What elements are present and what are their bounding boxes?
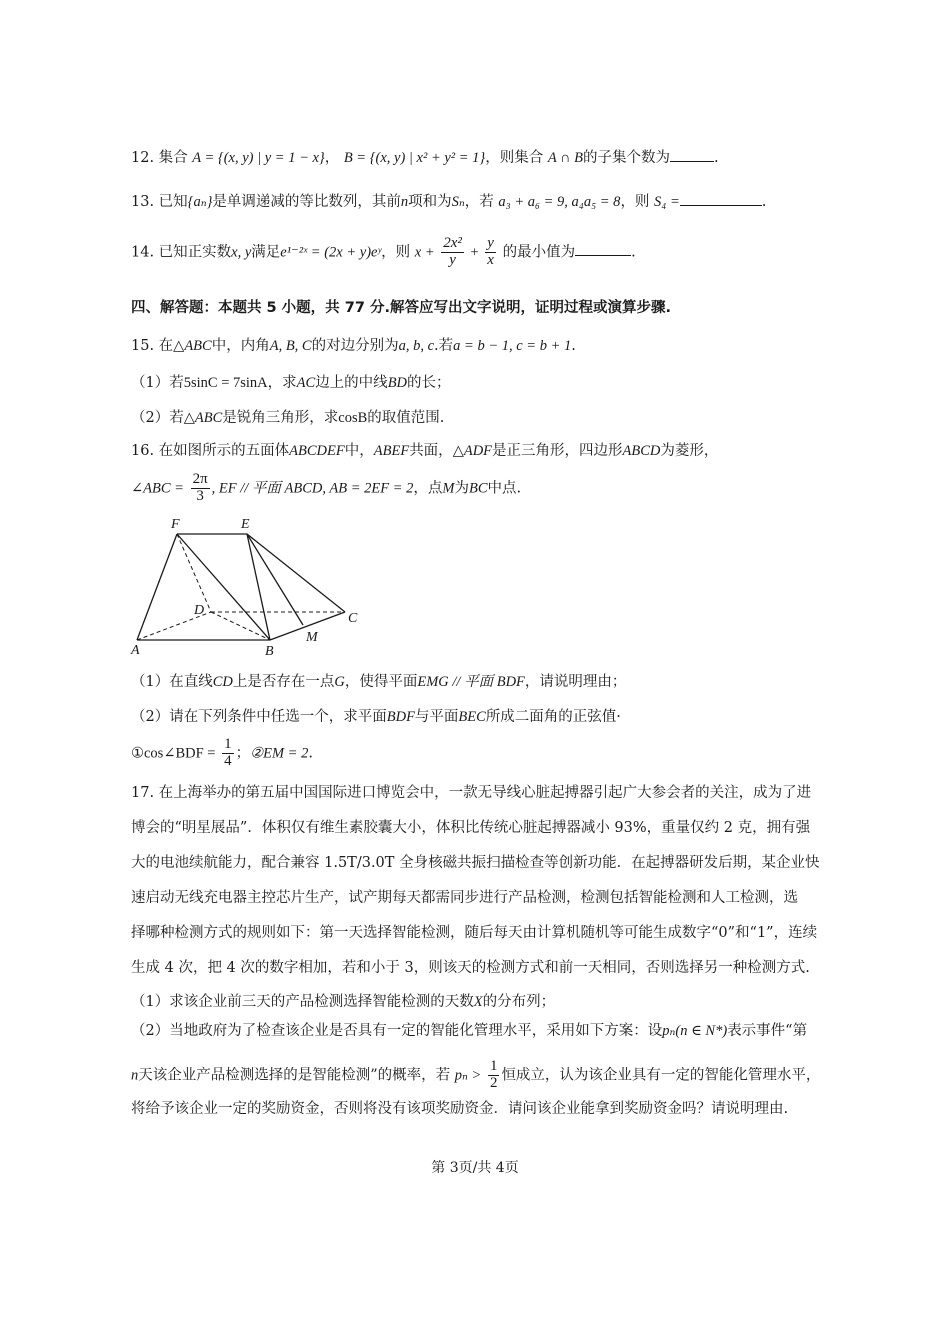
q16: 16. 在如图所示的五面体ABCDEF中，ABEF共面，△ADF是正三角形，四边形ABCD为菱形， bbox=[131, 443, 719, 459]
q12: 12. 集合 A = {(x, y) | y = 1 − x}， B = {(x, y) | x² + y² = 1}，则集合 A ∩ B的子集个数为 . bbox=[131, 150, 719, 166]
label-d: D bbox=[194, 603, 205, 618]
label-f: F bbox=[171, 517, 180, 532]
q12-number: 12. bbox=[131, 150, 155, 166]
label-c: C bbox=[348, 611, 358, 626]
fraction: $\frac{1}{2}$ bbox=[489, 1058, 498, 1091]
q15-part1: （1）若5sinC = 7sinA，求AC边上的中线BD的长； bbox=[131, 375, 451, 391]
q15-part2: （2）若△ABC是锐角三角形，求cosB的取值范围. bbox=[131, 410, 445, 426]
edge-em bbox=[247, 534, 303, 625]
q17-part2-line3: 将给予该企业一定的奖励资金，否则将没有该项奖励资金．请问该企业能拿到奖励资金吗？请说明理由. bbox=[131, 1101, 789, 1117]
q17-part1: （1）求该企业前三天的产品检测选择智能检测的天数X的分布列； bbox=[131, 994, 556, 1010]
q16-line2: ∠ABC = $\frac{2\pi}{3}$ , EF // 平面 ABCD, AB = 2EF = 2，点M为BC中点. bbox=[131, 471, 522, 504]
q14-number: 14. bbox=[131, 244, 155, 261]
q15: 15. 在△ABC中，内角A, B, C的对边分别为a, b, c.若a = b − 1, c = b + 1. bbox=[131, 338, 576, 354]
q17-line: 17. 在上海举办的第五届中国国际进口博览会中，一款无导线心脏起搏器引起广大参会者的关注，成为了进 bbox=[131, 785, 812, 801]
fraction: $\frac{2\pi}{3}$ bbox=[192, 471, 208, 504]
answer-blank bbox=[670, 149, 714, 162]
answer-blank bbox=[680, 193, 762, 206]
fraction: $\frac{\text{2x²}}{y}$ bbox=[443, 235, 462, 268]
fraction: $\frac{1}{4}$ bbox=[224, 736, 232, 769]
q13-number: 13. bbox=[131, 194, 155, 210]
label-b: B bbox=[265, 644, 274, 659]
q17-part2-line2: n天该企业产品检测选择的是智能检测”的概率，若 pₙ > $\frac{1}{2}$ 恒成立，认为该企业具有一定的智能化管理水平， bbox=[131, 1058, 821, 1091]
q17-line: 生成 4 次，把 4 次的数字相加，若和小于 3，则该天的检测方式和前一天相同，否则选择另一种检测方式. bbox=[131, 960, 810, 976]
section-heading: 四、解答题：本题共 5 小题，共 77 分.解答应写出文字说明，证明过程或演算步骤. bbox=[131, 300, 671, 316]
edge-fa bbox=[137, 534, 177, 640]
set-b: B = {(x, y) | x² + y² = 1} bbox=[343, 150, 486, 166]
q14: 14. 已知正实数x, y满足e¹⁻²ˣ = (2x + y)eʸ，则 x + $\frac{\text{2x²}}{y}$ + $\frac{y}{x}$ 的最小值为 . bbox=[131, 235, 636, 268]
q15-number: 15. bbox=[131, 338, 155, 354]
answer-blank bbox=[575, 243, 631, 256]
page-footer: 第 3页/共 4页 bbox=[431, 1160, 519, 1176]
label-a: A bbox=[131, 643, 140, 658]
label-m: M bbox=[306, 630, 318, 645]
q17-line: 博会的“明星展品”．体积仅有维生素胶囊大小，体积比传统心脏起搏器减小 93%，重量仅约 2 克，拥有强 bbox=[131, 820, 811, 836]
set-a: A = {(x, y) | y = 1 − x} bbox=[192, 150, 325, 166]
q17-part2-line1: （2）当地政府为了检查该企业是否具有一定的智能化管理水平，采用如下方案：设pₙ(n ∈ N*)表示事件“第 bbox=[131, 1023, 808, 1039]
q16-conditions: ①cos∠BDF = $\frac{1}{4}$ ；②EM = 2. bbox=[131, 736, 313, 769]
pentahedron-figure bbox=[125, 512, 365, 660]
q16-part2: （2）请在下列条件中任选一个，求平面BDF与平面BEC所成二面角的正弦值· bbox=[131, 709, 621, 725]
q16-number: 16. bbox=[131, 443, 155, 459]
label-e: E bbox=[241, 517, 250, 532]
edge-fd bbox=[177, 534, 211, 612]
q17-line: 大的电池续航能力，配合兼容 1.5T/3.0T 全身核磁共振扫描检查等创新功能．在起搏器研发后期，某企业快 bbox=[131, 855, 820, 871]
q13: 13. 已知{aₙ}是单调递减的等比数列，其前n项和为Sₙ，若 a₃ + a₆ = 9, a₄a₅ = 8，则 S₄ = . bbox=[131, 194, 767, 210]
edge-db bbox=[211, 612, 270, 640]
q17-line: 择哪种检测方式的规则如下：第一天选择智能检测，随后每天由计算机随机等可能生成数字“0”和“1”，连续 bbox=[131, 925, 818, 941]
q17-line: 速启动无线充电器主控芯片生产，试产期每天都需同步进行产品检测，检测包括智能检测和人工检测，选 bbox=[131, 890, 798, 906]
q16-part1: （1）在直线CD上是否存在一点G，使得平面EMG // 平面 BDF，请说明理由； bbox=[131, 674, 627, 690]
fraction: $\frac{y}{x}$ bbox=[487, 235, 494, 268]
